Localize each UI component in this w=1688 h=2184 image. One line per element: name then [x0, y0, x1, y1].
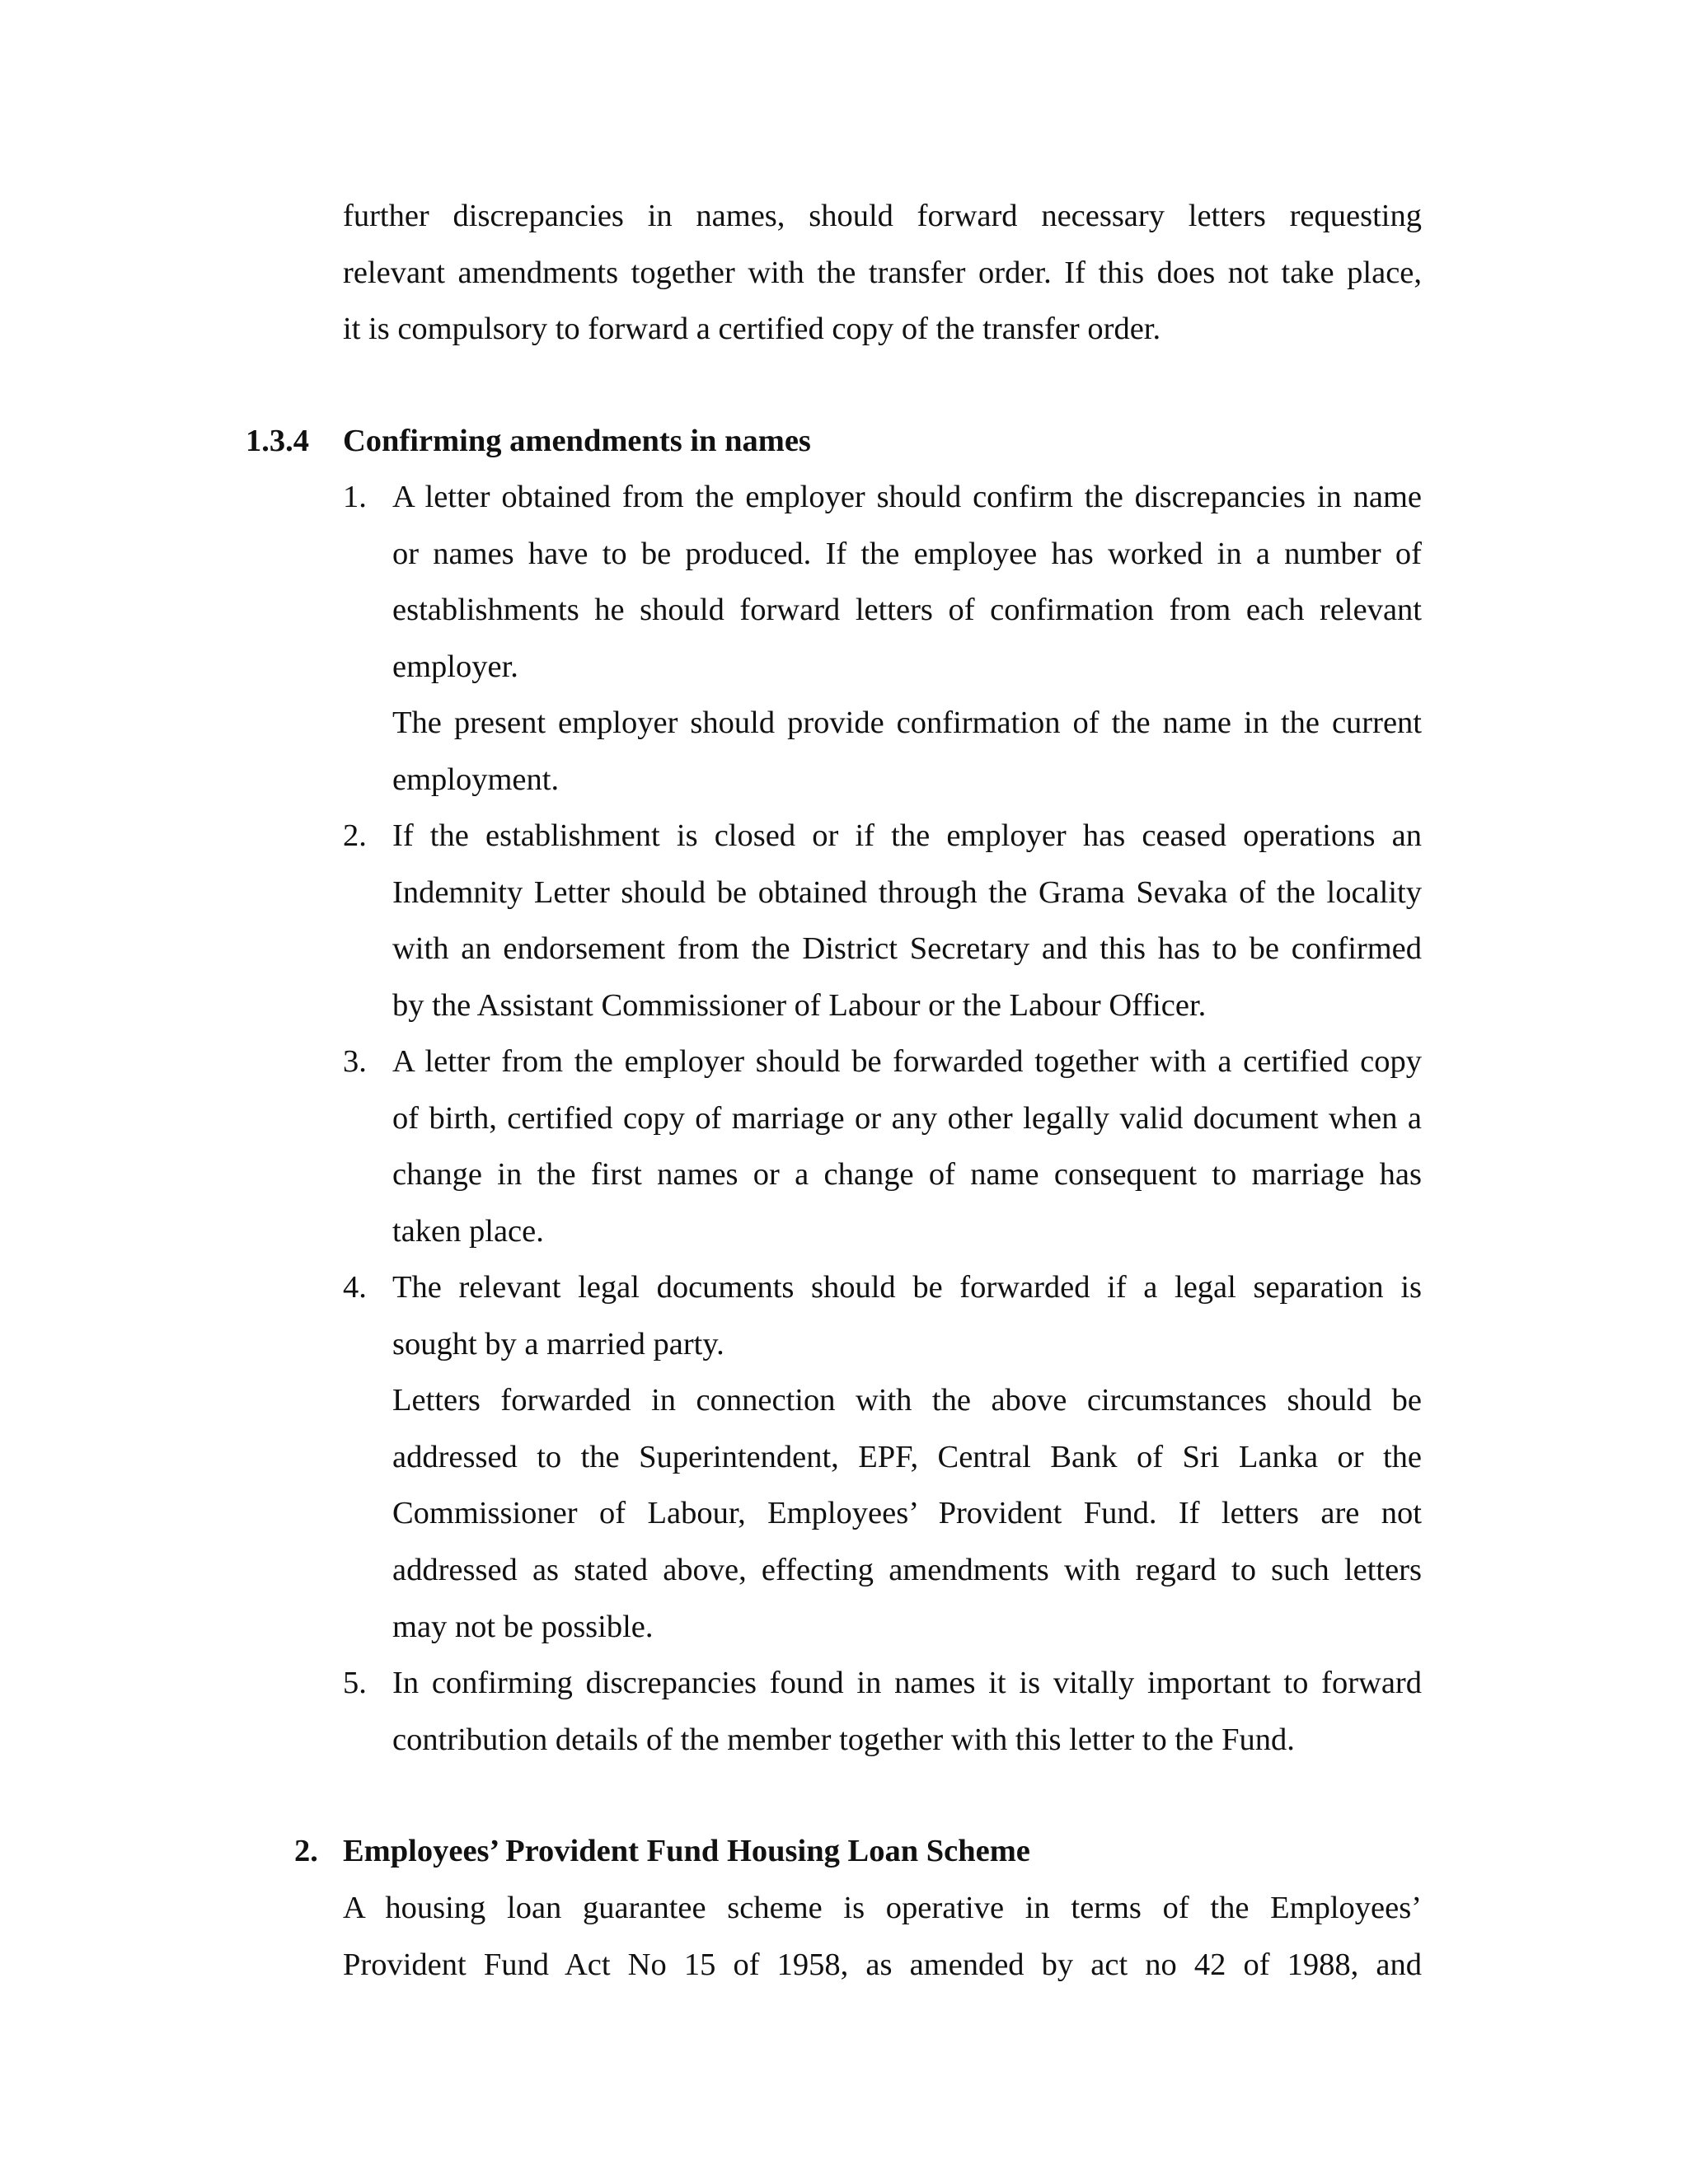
list-item-line: sought by a married party. [392, 1326, 724, 1361]
list-item-extra-line: Commissioner of Labour, Employees’ Provident Fund. If letters are not [392, 1496, 1422, 1531]
list-item-extra-line: may not be possible. [392, 1609, 654, 1644]
list-item [392, 1259, 1422, 1655]
list-item-line: In confirming discrepancies found in names it is vitally important to forward [392, 1666, 1422, 1700]
section2-title: Employees’ Provident Fund Housing Loan Scheme [343, 1834, 1030, 1868]
list-item-line: of birth, certified copy of marriage or any other legally valid document when a [392, 1100, 1422, 1136]
list-item-line: by the Assistant Commissioner of Labour or the Labour Officer. [392, 987, 1207, 1023]
section-number: 1.3.4 [246, 424, 309, 458]
intro-line: further discrepancies in names, should forward necessary letters requesting [343, 199, 1422, 233]
list-item-extra-line: The present employer should provide confirmation of the name in the current [392, 705, 1422, 741]
list-item-line: If the establishment is closed or if the employer has ceased operations an [392, 818, 1422, 853]
list-item-extra-line: employment. [392, 762, 560, 797]
list-item [392, 469, 1422, 808]
list-item-number: 4. [343, 1270, 367, 1305]
intro-line: relevant amendments together with the transfer order. If this does not take place, [343, 255, 1422, 290]
list-item [392, 808, 1422, 1033]
list-item-number: 2. [343, 818, 367, 853]
list-item-line: contribution details of the member together with this letter to the Fund. [392, 1722, 1295, 1757]
list-item-line: establishments he should forward letters of confirmation from each relevant [392, 593, 1422, 628]
list-item [392, 1033, 1422, 1259]
list-item-number: 3. [343, 1044, 367, 1079]
list-item-line: or names have to be produced. If the employee has worked in a number of [392, 536, 1422, 571]
list-item-line: Indemnity Letter should be obtained through the Grama Sevaka of the locality [392, 874, 1422, 910]
intro-line: it is compulsory to forward a certified copy of the transfer order. [343, 312, 1161, 347]
list-item-line: change in the first names or a change of name consequent to marriage has [392, 1157, 1422, 1193]
list-item-extra-line: addressed as stated above, effecting amendments with regard to such letters [392, 1552, 1422, 1587]
section2-number: 2. [294, 1834, 318, 1868]
list-item-number: 5. [343, 1666, 367, 1700]
list-item-extra-line: Letters forwarded in connection with the above circumstances should be [392, 1383, 1422, 1418]
list-item [392, 1655, 1422, 1768]
section-title: Confirming amendments in names [343, 424, 811, 458]
list-item-line: The relevant legal documents should be forwarded if a legal separation is [392, 1270, 1422, 1305]
section2-line: A housing loan guarantee scheme is operative in terms of the Employees’ [343, 1891, 1422, 1925]
section2-paragraph [343, 1880, 1422, 1993]
list-item-line: employer. [392, 649, 518, 684]
list-item-extra-line: addressed to the Superintendent, EPF, Central Bank of Sri Lanka or the [392, 1439, 1422, 1474]
list-item-line: A letter obtained from the employer should confirm the discrepancies in name [392, 480, 1422, 514]
list-item-number: 1. [343, 480, 367, 514]
section2-line: Provident Fund Act No 15 of 1958, as amended by act no 42 of 1988, and [343, 1947, 1422, 1982]
intro-paragraph [343, 188, 1422, 358]
list-item-line: with an endorsement from the District Secretary and this has to be confirmed [392, 931, 1422, 967]
list-item-line: A letter from the employer should be forwarded together with a certified copy [392, 1044, 1422, 1079]
list-item-line: taken place. [392, 1213, 544, 1249]
